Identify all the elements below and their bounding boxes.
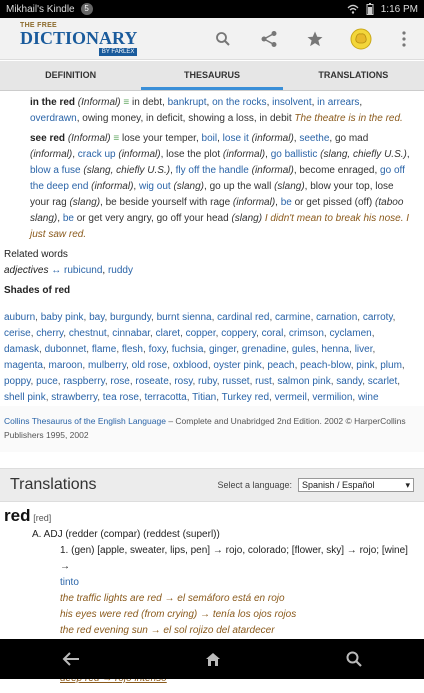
app-bar [0, 18, 424, 60]
register-label: (informal) [251, 165, 294, 176]
shade-link[interactable]: damask [4, 344, 40, 355]
translation-example: the red evening sun → el sol rojizo del atardecer [60, 625, 275, 636]
shade-link[interactable]: salmon pink [277, 376, 331, 387]
synonym: lose your temper, [122, 133, 199, 144]
register-label: (slang) [274, 181, 305, 192]
separator: , [211, 312, 218, 323]
entry-term: in the red [30, 97, 76, 108]
separator: , [192, 376, 199, 387]
separator: , [82, 360, 88, 371]
logo-main: DICTIONARY [20, 27, 138, 48]
register-label: (informal) [118, 149, 161, 160]
separator: , [143, 344, 149, 355]
separator: , [39, 344, 45, 355]
separator: , [150, 328, 156, 339]
tab-translations[interactable]: TRANSLATIONS [318, 70, 389, 80]
register-label: (slang, chiefly U.S.) [320, 149, 407, 160]
equals-icon: ≡ [123, 97, 130, 108]
separator: , [261, 360, 268, 371]
separator: , [186, 392, 193, 403]
separator: , [216, 376, 223, 387]
shade-link[interactable]: foxy [148, 344, 167, 355]
sense-text[interactable]: tinto [60, 577, 79, 588]
synonym-link[interactable]: overdrawn [30, 113, 77, 124]
shade-link[interactable]: peach [267, 360, 295, 371]
separator: , [129, 376, 136, 387]
shade-link[interactable]: tea rose [102, 392, 139, 403]
sense-text: 1. (gen) [apple, sweater, lips, pen] → rojo, colorado; [flower, sky] → rojo; [wine] → [60, 545, 408, 572]
status-icons [347, 3, 418, 15]
related-heading: Related words [4, 249, 68, 260]
separator: , [57, 376, 64, 387]
credit-link[interactable]: Collins Thesaurus of the English Language [4, 416, 166, 426]
shade-link[interactable]: strawberry [51, 392, 98, 403]
shade-link[interactable]: pink [356, 360, 375, 371]
shade-link[interactable]: magenta [4, 360, 43, 371]
separator: , [166, 344, 172, 355]
tab-thesaurus[interactable]: THESAURUS [141, 61, 282, 90]
related-row: adjectives ↔ rubicund, ruddy [4, 265, 133, 276]
shade-link[interactable]: coppery [221, 328, 257, 339]
shade-link[interactable]: bay [89, 312, 105, 323]
shade-link[interactable]: carmine [275, 312, 311, 323]
shade-link[interactable]: vermeil [274, 392, 307, 403]
separator: , [97, 392, 103, 403]
separator: , [168, 376, 175, 387]
shade-link[interactable]: chestnut [68, 328, 107, 339]
shade-link[interactable]: crimson [288, 328, 324, 339]
shade-link[interactable]: cyclamen [329, 328, 372, 339]
separator: , [283, 328, 289, 339]
shade-link[interactable]: carnation [316, 312, 358, 323]
translations-header [0, 468, 424, 502]
synonym: or get very angry, go off your head [76, 213, 229, 224]
separator: , [330, 376, 337, 387]
shade-link[interactable]: carroty [362, 312, 393, 323]
shade-link[interactable]: cerise [4, 328, 31, 339]
separator: , [126, 360, 132, 371]
shade-link[interactable]: ginger [208, 344, 237, 355]
shade-link[interactable]: mulberry [87, 360, 127, 371]
separator: , [392, 312, 396, 323]
register-label: (informal) [222, 149, 266, 160]
separator: , [30, 376, 37, 387]
shade-link[interactable]: maroon [48, 360, 83, 371]
separator: , [138, 392, 145, 403]
back-icon[interactable] [61, 651, 81, 667]
translation-example: his eyes were red (from crying) → tenía los ojos rojos [60, 609, 297, 620]
synonym-link[interactable]: crack up [77, 149, 116, 160]
brain-games-button[interactable] [338, 18, 384, 60]
synonym: go up the wall [209, 181, 272, 192]
search-icon[interactable] [345, 650, 363, 668]
separator: , [315, 344, 322, 355]
shade-link[interactable]: sandy [336, 376, 363, 387]
shade-link[interactable]: terracotta [144, 392, 187, 403]
battery-icon [365, 3, 375, 15]
separator: , [350, 360, 357, 371]
shade-link[interactable]: vermilion [312, 392, 353, 403]
separator: , [45, 392, 52, 403]
synonym-link[interactable]: fly off the handle [175, 165, 249, 176]
separator: , [151, 312, 157, 323]
share-icon [260, 30, 278, 48]
equals-icon: ≡ [113, 133, 120, 144]
synonym: be beside yourself with rage [105, 197, 231, 208]
synonym-link[interactable]: boil [201, 133, 218, 144]
related-link[interactable]: rubicund [64, 265, 103, 276]
separator: , [180, 328, 186, 339]
synonym-link[interactable]: in arrears [317, 97, 360, 108]
separator: , [106, 328, 113, 339]
star-icon [306, 30, 324, 48]
thesaurus-entry: see red (Informal) ≡ lose your temper, boil, lose it (informal), seethe, go mad (informal), crack up (informal), lose the plot (informal), go ballistic (slang, chiefly U.S.), blow a fuse (slang, chiefly U.S.), fly off the handle (informal), become enraged, go off the deep end (informal), wig out (slang), go up the wall (slang), blow your top, lose your rag (slang), be beside yourself with rage (informal), be or get pissed (off) (taboo slang), be or get very angry, go off your head (slang) I didn't mean to break his nose. I just saw red. [30, 133, 410, 240]
shade-link[interactable]: auburn [4, 312, 36, 323]
separator: , [271, 376, 278, 387]
thesaurus-credit [0, 406, 424, 452]
example-sentence: The theatre is in the red. [294, 113, 403, 124]
separator: , [30, 328, 37, 339]
shade-link[interactable]: fuchsia [171, 344, 204, 355]
register-label: (taboo slang) [30, 197, 404, 224]
overflow-menu-button[interactable] [384, 18, 424, 60]
related-arrow-icon: ↔ [51, 265, 62, 276]
separator: , [203, 344, 209, 355]
separator: , [236, 344, 242, 355]
register-label: (Informal) [77, 97, 121, 108]
register-label: (informal) [30, 149, 73, 160]
separator: , [83, 312, 90, 323]
brain-icon [350, 28, 372, 50]
shade-link[interactable]: claret [155, 328, 181, 339]
separator: , [215, 328, 222, 339]
separator: , [401, 360, 405, 371]
separator: , [249, 376, 256, 387]
shade-link[interactable]: burgundy [110, 312, 151, 323]
shade-link[interactable]: rosy [174, 376, 193, 387]
shade-link[interactable]: burnt sienna [156, 312, 212, 323]
related-link[interactable]: ruddy [107, 265, 133, 276]
register-label: (slang) [231, 213, 263, 224]
register-label: (slang) [173, 181, 205, 192]
synonym-link[interactable]: go off the deep end [30, 165, 405, 192]
search-icon [215, 31, 231, 47]
shade-link[interactable]: cherry [36, 328, 64, 339]
separator: , [306, 392, 313, 403]
shade-link[interactable]: scarlet [367, 376, 398, 387]
shade-link[interactable]: Turkey red [221, 392, 270, 403]
separator: , [216, 392, 222, 403]
separator: , [104, 312, 111, 323]
app-logo[interactable] [20, 22, 137, 56]
dropdown-arrow-icon: ▾ [405, 480, 410, 490]
shades-list [0, 310, 424, 406]
separator: , [374, 360, 381, 371]
app-actions [200, 18, 424, 60]
register-label: (informal) [232, 197, 276, 208]
separator: , [352, 392, 358, 403]
shade-link[interactable]: wine [357, 392, 379, 403]
separator: , [349, 344, 355, 355]
shade-link[interactable]: poppy [4, 376, 31, 387]
synonym-link[interactable]: be [280, 197, 292, 208]
synonym: lose the plot [166, 149, 221, 160]
synonym-link[interactable]: blow a fuse [30, 165, 81, 176]
separator: , [286, 344, 292, 355]
headword: red [4, 506, 31, 525]
thesaurus-entry: in the red (Informal) ≡ in debt, bankrupt, on the rocks, insolvent, in arrears, overdrawn, owing money, in deficit, showing a loss, in debit The theatre is in the red. [30, 97, 403, 124]
example-sentence: I didn't mean to break his nose. I just saw red. [30, 213, 410, 240]
shade-link[interactable]: puce [36, 376, 58, 387]
shade-link[interactable]: liver [354, 344, 373, 355]
language-select[interactable] [298, 478, 414, 492]
headword-row [4, 508, 420, 527]
related-words [0, 247, 424, 279]
logo-top: THE FREE [20, 21, 58, 29]
content-area[interactable] [0, 91, 424, 639]
separator: , [397, 376, 401, 387]
tab-definition[interactable]: DEFINITION [45, 70, 97, 80]
clock: 1:16 PM [380, 3, 418, 15]
separator: , [42, 360, 49, 371]
shade-link[interactable]: russet [222, 376, 250, 387]
separator: , [294, 360, 301, 371]
shade-link[interactable]: dubonnet [44, 344, 87, 355]
synonym-link[interactable]: bankrupt [167, 97, 207, 108]
pronunciation: [red] [33, 513, 52, 523]
translation-example: the traffic lights are red → el semáforo está en rojo [60, 593, 285, 604]
wifi-icon [347, 4, 359, 14]
shade-link[interactable]: cinnabar [112, 328, 151, 339]
synonym-link[interactable]: be [62, 213, 74, 224]
shade-link[interactable]: plum [380, 360, 402, 371]
synonym-link[interactable]: wig out [138, 181, 171, 192]
shade-link[interactable]: coral [261, 328, 284, 339]
separator: , [86, 344, 92, 355]
related-pos: adjectives [4, 265, 49, 276]
separator: , [310, 312, 317, 323]
shade-link[interactable]: grenadine [241, 344, 287, 355]
separator: , [116, 344, 122, 355]
separator: , [323, 328, 330, 339]
favorite-button[interactable] [292, 18, 338, 60]
credit-text: – Complete and Unabridged 2nd Edition. 2002 © HarperCollins Publishers 1995, 2002 [4, 416, 406, 440]
thesaurus-section [0, 91, 424, 243]
register-label: (informal) [91, 181, 134, 192]
separator: , [371, 328, 375, 339]
shade-link[interactable]: gules [291, 344, 316, 355]
synonym: go mad [334, 133, 369, 144]
separator: , [269, 312, 275, 323]
separator: , [207, 360, 214, 371]
synonym-link[interactable]: insolvent [272, 97, 312, 108]
shade-link[interactable]: shell pink [4, 392, 46, 403]
shade-link[interactable]: baby pink [40, 312, 84, 323]
separator: , [357, 312, 363, 323]
shade-link[interactable]: raspberry [63, 376, 105, 387]
separator: , [63, 328, 69, 339]
synonym: become enraged, [299, 165, 378, 176]
shade-link[interactable]: Titian [192, 392, 217, 403]
separator: , [269, 392, 275, 403]
system-nav-bar [0, 639, 424, 679]
selected-language: Spanish / Español [302, 480, 375, 490]
shade-link[interactable]: oxblood [172, 360, 208, 371]
search-button[interactable] [200, 18, 246, 60]
separator: , [35, 312, 41, 323]
synonym-link[interactable]: on the rocks [212, 97, 267, 108]
shade-link[interactable]: copper [185, 328, 216, 339]
notification-badge[interactable]: 5 [81, 3, 93, 15]
separator: , [372, 344, 376, 355]
logo-sub: BY FARLEX [99, 48, 138, 56]
shade-link[interactable]: rose [110, 376, 130, 387]
shade-link[interactable]: oyster pink [213, 360, 262, 371]
synonym: owing money, in deficit, showing a loss, in debit [82, 113, 292, 124]
separator: , [256, 328, 262, 339]
entry-term: see red [30, 133, 66, 144]
shade-link[interactable]: rust [255, 376, 272, 387]
synonym: blow your top, lose your rag [30, 181, 394, 208]
synonym-link[interactable]: lose it [222, 133, 249, 144]
translations-title: Translations [10, 476, 97, 493]
separator: , [104, 376, 111, 387]
shade-link[interactable]: peach-blow [300, 360, 351, 371]
more-vert-icon [402, 31, 406, 47]
synonym: or get pissed (off) [294, 197, 373, 208]
separator: , [362, 376, 368, 387]
register-label: (informal) [251, 133, 294, 144]
register-label: (Informal) [67, 133, 111, 144]
device-name: Mikhail's Kindle [6, 3, 75, 15]
pos-line: A. ADJ (redder (compar) (reddest (superl)) [32, 529, 220, 540]
shades-heading: Shades of red [4, 285, 71, 296]
synonym-link[interactable]: go ballistic [270, 149, 318, 160]
synonym: in debt, [132, 97, 165, 108]
shade-link[interactable]: old rose [131, 360, 168, 371]
tab-bar [0, 61, 424, 91]
register-label: (slang) [69, 197, 101, 208]
register-label: (slang, chiefly U.S.) [83, 165, 171, 176]
shade-link[interactable]: roseate [135, 376, 169, 387]
status-bar [0, 0, 424, 18]
shade-link[interactable]: ruby [198, 376, 217, 387]
share-button[interactable] [246, 18, 292, 60]
shade-link[interactable]: henna [321, 344, 350, 355]
shade-link[interactable]: flame [91, 344, 117, 355]
language-select-label: Select a language: [217, 480, 292, 490]
synonym-link[interactable]: seethe [299, 133, 330, 144]
shade-link[interactable]: cardinal red [217, 312, 270, 323]
shade-link[interactable]: flesh [121, 344, 143, 355]
separator: , [167, 360, 173, 371]
home-icon[interactable] [204, 651, 222, 667]
